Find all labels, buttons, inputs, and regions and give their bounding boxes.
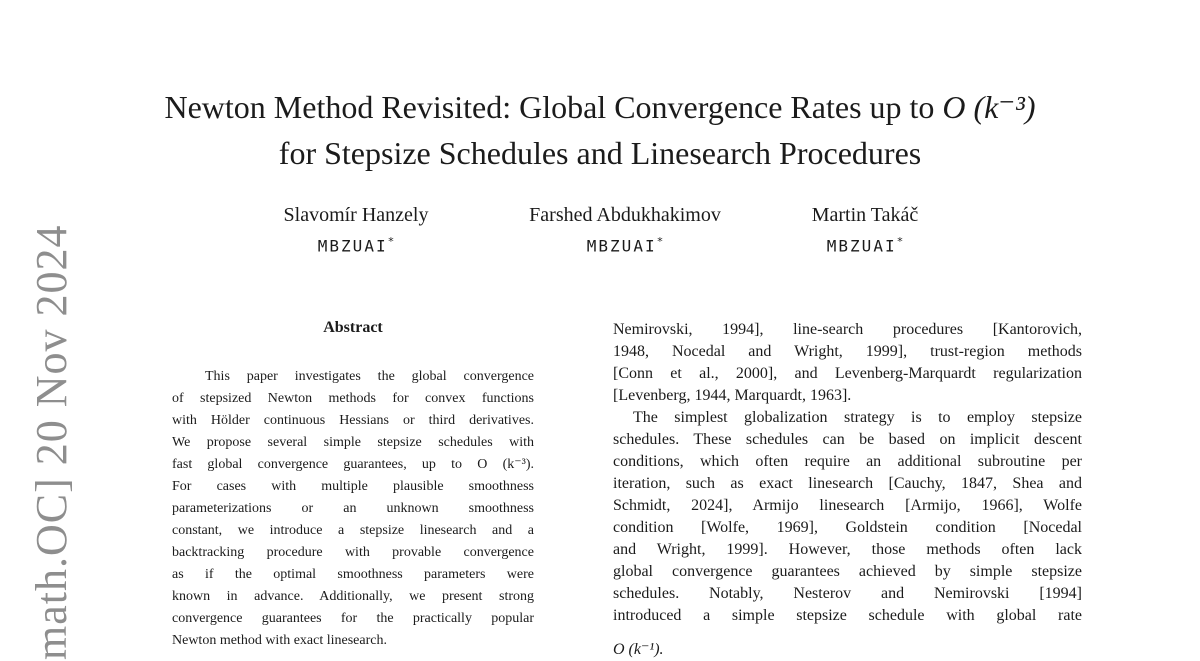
affiliation-text: MBZUAI: [317, 236, 388, 256]
text-line: introduced a simple stepsize schedule with global rate: [613, 607, 1082, 624]
text-line: with Hölder continuous Hessians or third derivatives.: [172, 413, 534, 428]
text-line: For cases with multiple plausible smoothness: [172, 479, 534, 494]
author-affiliation: [755, 231, 975, 257]
author-name: Slavomír Hanzely: [283, 204, 429, 226]
text-line: Nemirovski, 1994], line-search procedures [Kantorovich,: [613, 321, 1082, 338]
title-math-expression: O (k⁻³): [942, 89, 1036, 125]
abstract-text-column: [172, 366, 534, 652]
text-line: and Wright, 1999]. However, those methods often lack: [613, 541, 1082, 558]
paper-title: [0, 84, 1200, 176]
text-line: O (k⁻¹).: [613, 641, 664, 658]
text-line: global convergence guarantees achieved by simple stepsize: [613, 563, 1082, 580]
text-line: constant, we introduce a stepsize linesearch and a: [172, 523, 534, 538]
paper-title-line2: for Stepsize Schedules and Linesearch Procedures: [278, 135, 922, 171]
text-line: This paper investigates the global convergence: [205, 369, 534, 384]
affiliation-text: MBZUAI: [586, 236, 657, 256]
author-name: Martin Takáč: [811, 204, 919, 226]
text-line: We propose several simple stepsize schedules with: [172, 435, 534, 450]
author-block-3: [755, 202, 975, 257]
text-line: schedules. These schedules can be based on implicit descent: [613, 431, 1082, 448]
abstract-heading: Abstract: [323, 319, 383, 336]
text-line: Schmidt, 2024], Armijo linesearch [Armijo, 1966], Wolfe: [613, 497, 1082, 514]
author-block-2: [505, 202, 745, 257]
affiliation-footnote-marker: *: [656, 235, 664, 248]
text-line: [Levenberg, 1944, Marquardt, 1963].: [613, 387, 852, 404]
affiliation-footnote-marker: *: [896, 235, 904, 248]
text-line: schedules. Notably, Nesterov and Nemirovski [1994]: [613, 585, 1082, 602]
text-line: iteration, such as exact linesearch [Cauchy, 1847, Shea and: [613, 475, 1082, 492]
text-line: backtracking procedure with provable convergence: [172, 545, 534, 560]
text-line: [Conn et al., 2000], and Levenberg-Marquardt regularization: [613, 365, 1082, 382]
affiliation-text: MBZUAI: [826, 236, 897, 256]
paper-title-line1: [0, 84, 1200, 130]
text-line: convergence guarantees for the practically popular: [172, 611, 534, 626]
text-line: The simplest globalization strategy is to employ stepsize: [633, 409, 1082, 426]
author-block-1: [256, 202, 456, 257]
author-affiliation: [505, 231, 745, 257]
author-affiliation: [256, 231, 456, 257]
paper-title-line1-text: Newton Method Revisited: Global Convergence Rates up to: [164, 89, 943, 125]
text-line: known in advance. Additionally, we present strong: [172, 589, 534, 604]
right-text-column: [613, 319, 1082, 661]
author-name: Farshed Abdukhakimov: [529, 204, 721, 226]
arxiv-watermark: math.OC] 20 Nov 2024: [27, 224, 76, 660]
text-line: Newton method with exact linesearch.: [172, 633, 387, 648]
text-line: parameterizations or an unknown smoothness: [172, 501, 534, 516]
text-line: as if the optimal smoothness parameters were: [172, 567, 534, 582]
text-line: fast global convergence guarantees, up to O (k⁻³).: [172, 457, 534, 472]
text-line: of stepsized Newton methods for convex functions: [172, 391, 534, 406]
text-line: 1948, Nocedal and Wright, 1999], trust-region methods: [613, 343, 1082, 360]
text-line: condition [Wolfe, 1969], Goldstein condition [Nocedal: [613, 519, 1082, 536]
affiliation-footnote-marker: *: [387, 235, 395, 248]
text-line: conditions, which often require an additional subroutine per: [613, 453, 1082, 470]
